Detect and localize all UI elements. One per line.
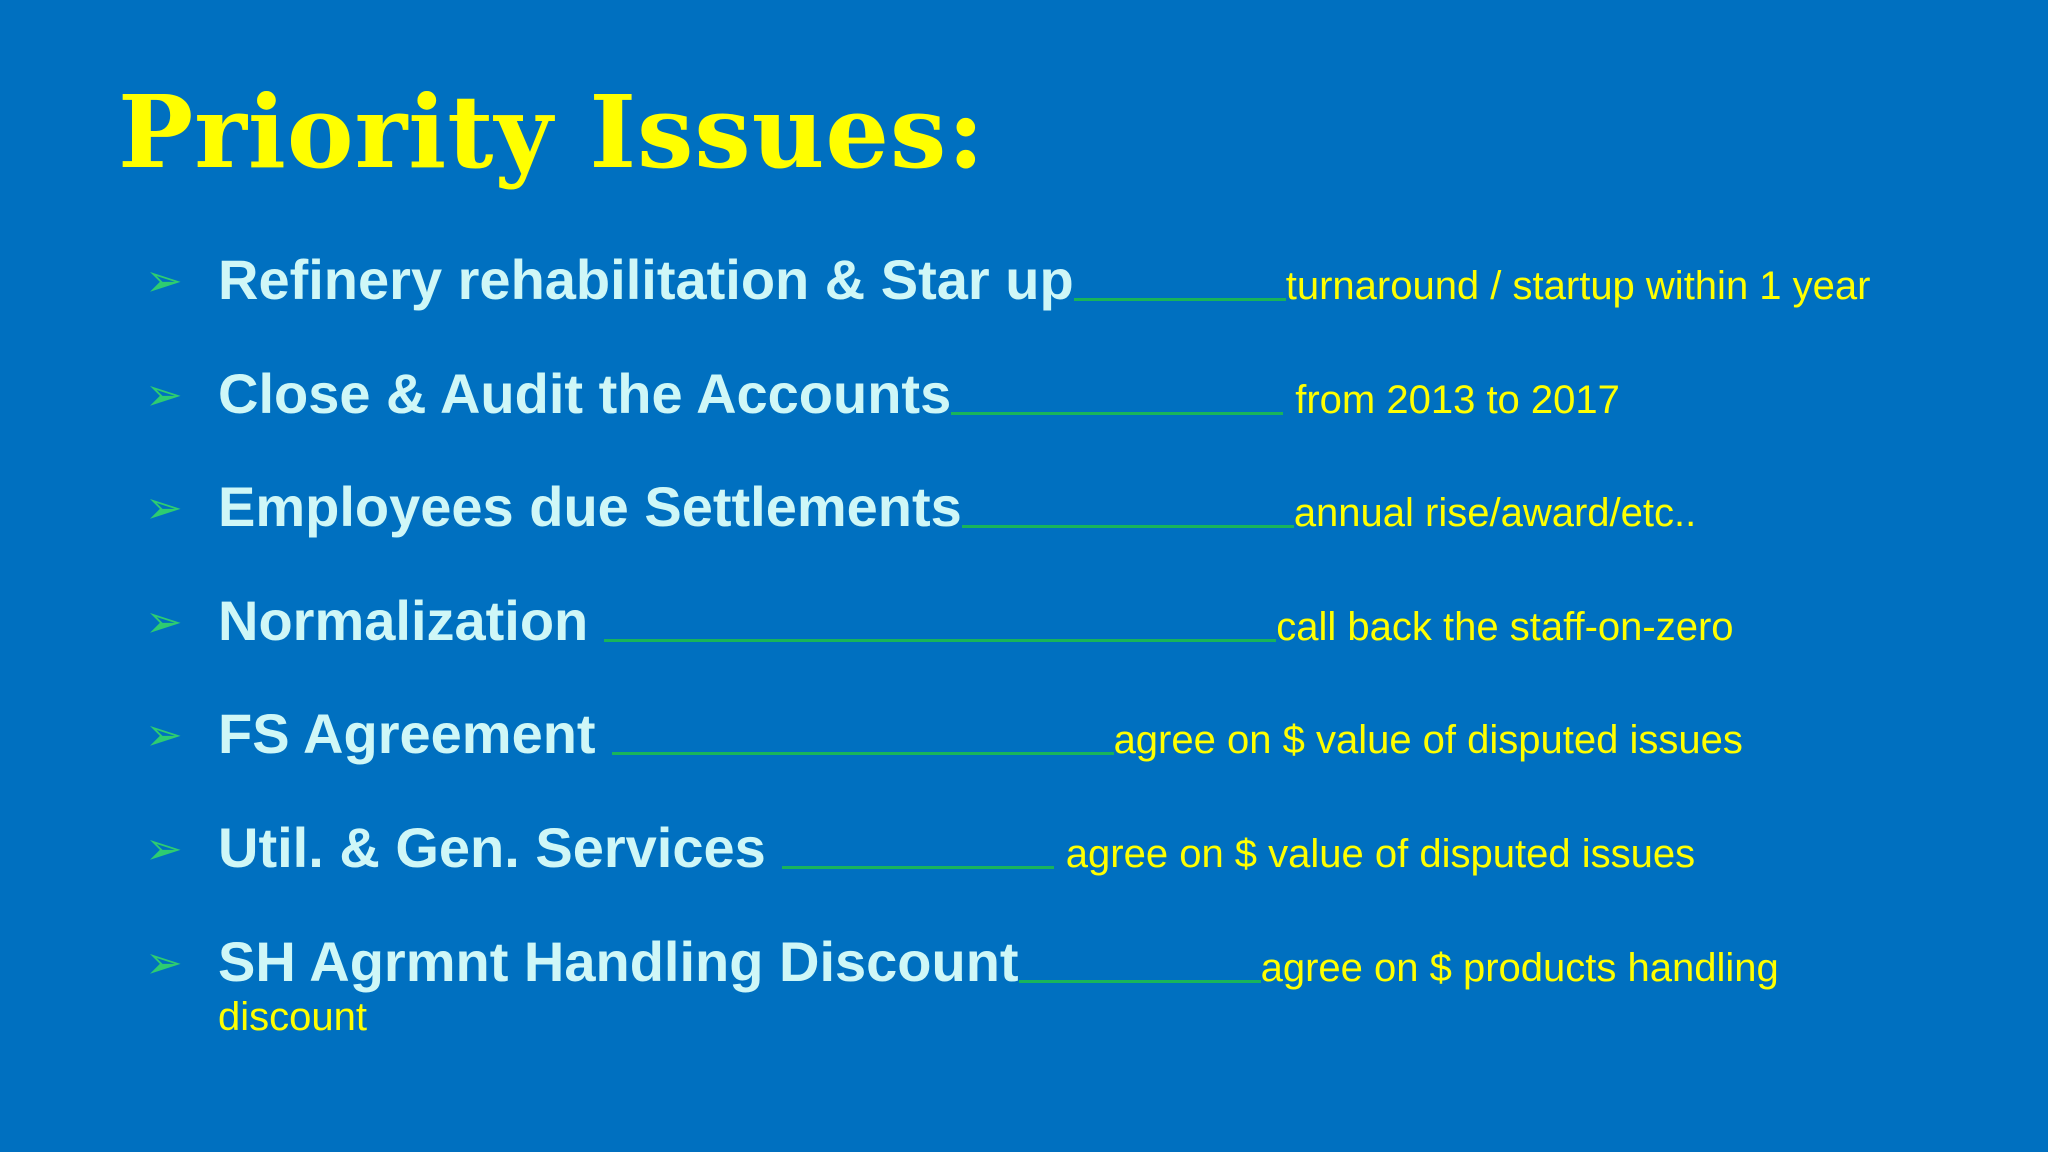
item-line xyxy=(218,699,1743,769)
item-note: agree on $ value of disputed issues xyxy=(1065,832,1696,876)
list-item xyxy=(0,813,2048,893)
item-note-continued: discount xyxy=(218,995,367,1039)
leader-line xyxy=(1019,980,1261,983)
slide-title: Priority Issues: xyxy=(118,73,986,191)
arrow-bullet-icon: ➢ xyxy=(145,936,183,989)
item-note: call back the staff-on-zero xyxy=(1276,605,1734,649)
arrow-bullet-icon: ➢ xyxy=(145,254,183,307)
item-line xyxy=(218,813,1695,883)
leader-line xyxy=(962,525,1294,528)
item-line xyxy=(218,927,1779,997)
item-title: Employees due Settlements xyxy=(218,475,962,538)
leader-line xyxy=(612,752,1114,755)
arrow-bullet-icon: ➢ xyxy=(145,822,183,875)
item-note: turnaround / startup within 1 year xyxy=(1285,264,1871,308)
item-note: agree on $ value of disputed issues xyxy=(1113,718,1743,762)
arrow-bullet-icon: ➢ xyxy=(145,595,183,648)
item-line xyxy=(218,359,1620,429)
item-title: Normalization xyxy=(218,589,589,652)
list-item xyxy=(0,586,2048,666)
leader-line xyxy=(951,412,1283,415)
item-line xyxy=(218,245,1870,315)
list-item xyxy=(0,359,2048,439)
item-note: from 2013 to 2017 xyxy=(1295,378,1620,422)
arrow-bullet-icon: ➢ xyxy=(145,708,183,761)
arrow-bullet-icon: ➢ xyxy=(145,368,183,421)
item-title: SH Agrmnt Handling Discount xyxy=(218,930,1019,993)
list-item xyxy=(0,472,2048,552)
arrow-bullet-icon: ➢ xyxy=(145,481,183,534)
item-title: FS Agreement xyxy=(218,702,596,765)
list-item xyxy=(0,245,2048,325)
leader-line xyxy=(782,866,1054,869)
item-line xyxy=(218,586,1734,656)
item-title: Refinery rehabilitation & Star up xyxy=(218,248,1074,311)
item-note: annual rise/award/etc.. xyxy=(1293,491,1697,535)
leader-line xyxy=(604,639,1276,642)
item-title: Close & Audit the Accounts xyxy=(218,362,952,425)
list-item xyxy=(0,927,2048,1039)
list-item xyxy=(0,699,2048,779)
item-title: Util. & Gen. Services xyxy=(218,816,766,879)
leader-line xyxy=(1074,298,1286,301)
item-line xyxy=(218,472,1696,542)
item-note: agree on $ products handling xyxy=(1260,946,1779,990)
